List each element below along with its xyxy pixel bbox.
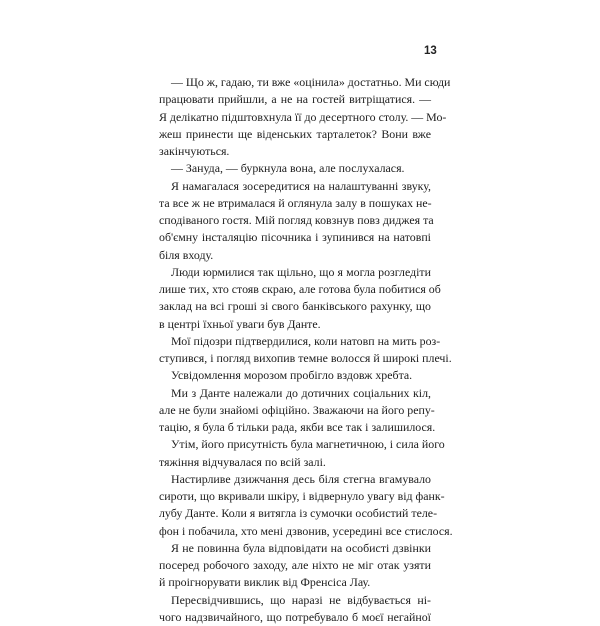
text-line: Утім, його присутність була магнетичною, і сила його [171,437,445,452]
text-line: Я намагалася зосередитися на налаштуванні звуку, [171,178,431,193]
text-line: — Що ж, гадаю, ти вже «оцінила» достатньо. Ми сюди [171,75,451,89]
text-line: сироти, що вкривали шкіру, і відвернуло увагу від фанк- [159,489,445,503]
text-line: закінчуються. [159,144,230,158]
text-line: й проігнорувати виклик від Френсіса Лау. [159,575,371,590]
text-line: тяжіння відчувалася по всій залі. [159,454,326,469]
text-line: але не були знайомі офіційно. Зважаючи на його репу- [159,402,435,417]
text-line: жеш принести ще віденських тарталеток? Вони вже [159,126,431,141]
body-text [159,74,453,626]
text-line: Люди юрмилися так щільно, що я могла розгледіти [171,264,431,279]
text-line: сподіваного гостя. Мій погляд ковзнув повз диджея та [159,213,434,227]
text-line: Я не повинна була відповідати на особисті дзвінки [171,540,431,555]
text-line: чого надзвичайного, що потребувало б моєї негайної [159,609,431,624]
text-line: ступився, і погляд вихопив темне волосся й широкі плечі. [159,351,452,365]
text-line: Ми з Данте належали до дотичних соціальних кіл, [171,385,431,400]
text-line: тацію, я була б тільки рада, якби все так і залишилося. [159,420,436,434]
text-line: біля входу. [159,247,214,262]
text-line: об'ємну інсталяцію пісочника і зупинився на натовпі [159,230,431,245]
text-line: лубу Данте. Коли я витягла із сумочки особистий теле- [159,506,438,521]
text-line: та все ж не втрималася й оглянула залу в пошуках не- [159,195,432,210]
page-number: 13 [424,45,437,57]
text-line: фон і побачила, хто мені дзвонив, усередині все стислося. [159,523,453,538]
text-line: заклад на всі гроші зі свого банківського рахунку, що [159,299,431,314]
text-line: працювати прийшли, а не на гостей витріщатися. — [159,92,431,107]
text-line: лише тих, хто стояв скраю, але готова була побитися об [159,282,441,296]
text-line: Усвідомлення морозом пробігло вздовж хребта. [171,368,413,383]
text-line: в центрі їхньої уваги був Данте. [159,316,321,331]
text-line: Я делікатно підштовхнула її до десертного столу. — Мо- [159,109,447,124]
text-line: Пересвідчившись, що наразі не відбувається ні- [171,592,431,607]
text-line: Мої підозри підтвердилися, коли натовп на мить роз- [171,333,441,348]
text-line: посеред робочого заходу, але ніхто не міг отак узяти [159,558,431,572]
text-line: — Зануда, — буркнула вона, але послухалася. [171,161,405,176]
text-line: Настирливе дзижчання десь біля стегна вгамувало [171,471,431,486]
